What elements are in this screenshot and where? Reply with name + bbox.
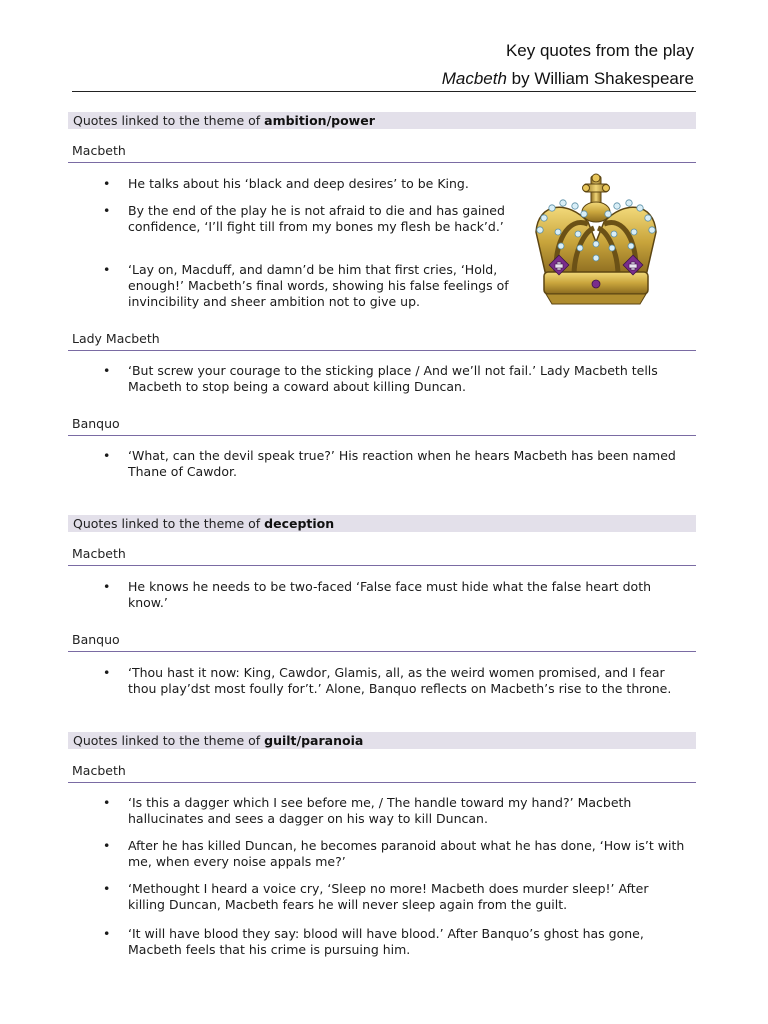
quote-item: ‘Lay on, Macduff, and damn’d be him that first cries, ‘Hold, enough!’ Macbeth’s final words, showing his false feelings of invincibility and sheer ambition not to give up. xyxy=(128,262,509,309)
crown-image xyxy=(528,172,664,312)
character-divider xyxy=(68,350,696,351)
quote-item: He talks about his ‘black and deep desires’ to be King. xyxy=(128,176,469,191)
play-title: Macbeth xyxy=(441,69,507,88)
quote-item: ‘What, can the devil speak true?’ His reaction when he hears Macbeth has been named Thane of Cawdor. xyxy=(128,448,676,479)
bullet-marker: • xyxy=(103,448,111,463)
theme-heading-prefix: Quotes linked to the theme of xyxy=(73,516,265,531)
quote-item: ‘It will have blood they say: blood will have blood.’ After Banquo’s ghost has gone, Macbeth feels that his crime is pursuing him. xyxy=(128,926,644,957)
bullet-marker: • xyxy=(103,579,111,594)
play-author: by William Shakespeare xyxy=(506,69,694,88)
quote-item: By the end of the play he is not afraid to die and has gained confidence, ‘I’ll fight till from my bones my flesh be hack’d.’ xyxy=(128,203,505,234)
character-heading: Macbeth xyxy=(72,546,126,561)
theme-heading-guilt xyxy=(68,732,696,749)
bullet-marker: • xyxy=(103,665,111,680)
character-heading: Banquo xyxy=(72,632,120,647)
theme-heading-prefix: Quotes linked to the theme of xyxy=(73,113,265,128)
character-divider xyxy=(68,162,696,163)
quote-item: ‘Methought I heard a voice cry, ‘Sleep no more! Macbeth does murder sleep!’ After killing Duncan, Macbeth fears he will never sleep again from the guilt. xyxy=(128,881,649,912)
bullet-marker: • xyxy=(103,203,111,218)
theme-heading-name: guilt/paranoia xyxy=(264,733,364,748)
bullet-marker: • xyxy=(103,262,111,277)
quote-item: ‘But screw your courage to the sticking place / And we’ll not fail.’ Lady Macbeth tells Macbeth to stop being a coward about killing Duncan. xyxy=(128,363,658,394)
quote-item: He knows he needs to be two-faced ‘False face must hide what the false heart doth know.’ xyxy=(128,579,652,610)
theme-heading-prefix: Quotes linked to the theme of xyxy=(73,733,265,748)
character-heading: Banquo xyxy=(72,416,120,431)
theme-heading-name: ambition/power xyxy=(264,113,375,128)
title-divider xyxy=(72,91,696,92)
character-divider xyxy=(68,651,696,652)
bullet-marker: • xyxy=(103,881,111,896)
character-heading: Lady Macbeth xyxy=(72,331,160,346)
character-heading: Macbeth xyxy=(72,763,126,778)
quote-item: ‘Thou hast it now: King, Cawdor, Glamis, all, as the weird women promised, and I fear thou play’dst most foully for’t.’ Alone, Banquo reflects on Macbeth’s rise to the throne. xyxy=(128,665,672,696)
quote-item: ‘Is this a dagger which I see before me, / The handle toward my hand?’ Macbeth hallucinates and sees a dagger on his way to kill Duncan. xyxy=(128,795,632,826)
theme-heading-name: deception xyxy=(264,516,335,531)
theme-heading-ambition xyxy=(68,112,696,129)
character-heading: Macbeth xyxy=(72,143,126,158)
bullet-marker: • xyxy=(103,795,111,810)
document-title-line2 xyxy=(442,69,694,89)
bullet-marker: • xyxy=(103,926,111,941)
bullet-marker: • xyxy=(103,838,111,853)
document-title-line1: Key quotes from the play xyxy=(505,41,694,60)
theme-heading-deception xyxy=(68,515,696,532)
character-divider xyxy=(68,782,696,783)
quote-item: After he has killed Duncan, he becomes paranoid about what he has done, ‘How is’t with me, when every noise appals me?’ xyxy=(128,838,685,869)
character-divider xyxy=(68,565,696,566)
bullet-marker: • xyxy=(103,363,111,378)
character-divider xyxy=(68,435,696,436)
bullet-marker: • xyxy=(103,176,111,191)
